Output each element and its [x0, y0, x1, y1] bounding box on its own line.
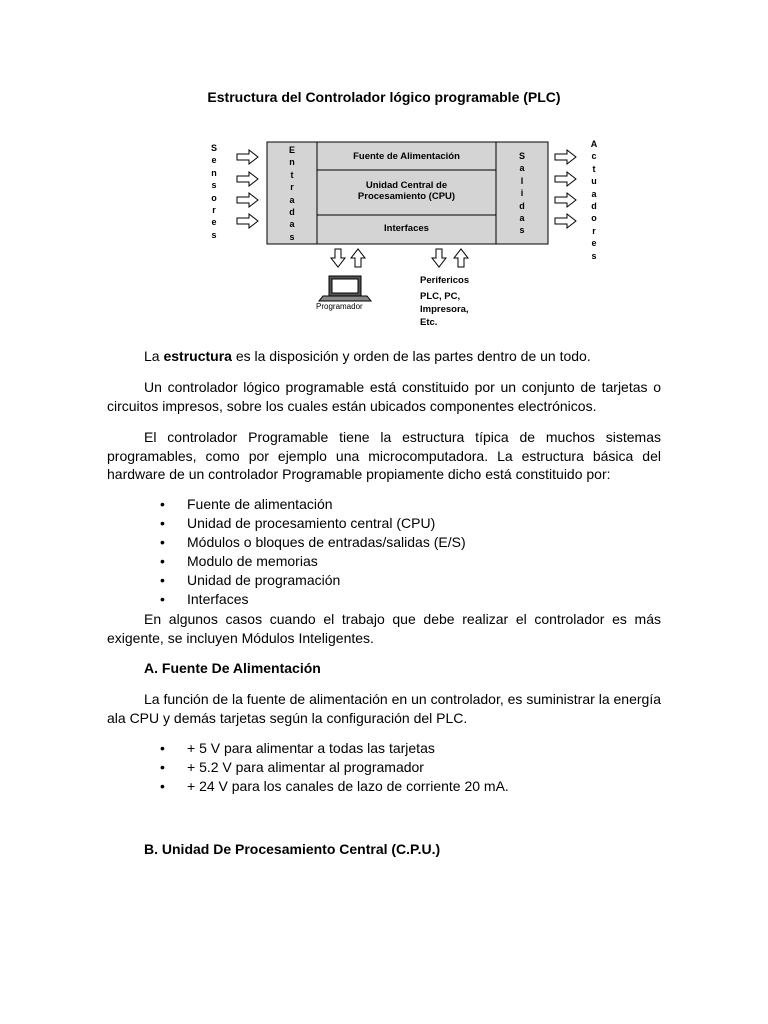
arrow-up-icon [351, 249, 365, 267]
output-arrows [555, 150, 576, 228]
sensores-label: S e n s o r e s [210, 143, 217, 240]
fuente-block: Fuente de Alimentación [353, 151, 460, 162]
arrow-right-icon [555, 172, 576, 186]
paragraph-estructura-tipica [107, 428, 661, 484]
paragraph-modulos-inteligentes [107, 610, 661, 647]
arrow-right-icon [555, 214, 576, 228]
arrow-up-icon [454, 249, 468, 267]
heading-cpu: B. Unidad De Procesamiento Central (C.P.U.) [144, 841, 441, 857]
programador-label: Programador [316, 302, 363, 311]
interfaces-block: Interfaces [384, 223, 429, 234]
list-item: • + 5.2 V para alimentar al programador [160, 758, 509, 777]
perifericos-item: Impresora, [420, 304, 469, 315]
text: El controlador Programable tiene la estructura típica de muchos sistemas programables, como por ejemplo una microcomputadora. La estructura básica del hardware de un controlador Programable propiamente dicho está constituido por: [107, 429, 661, 483]
list-item: • Fuente de alimentación [160, 495, 466, 514]
arrow-down-icon [432, 249, 446, 267]
laptop-icon [319, 276, 371, 301]
text: La función de la fuente de alimentación en un controlador, es suministrar la energía ala CPU y demás tarjetas según la configuración del PLC. [107, 691, 661, 726]
arrow-right-icon [555, 193, 576, 207]
paragraph-constitucion [107, 378, 661, 415]
bold-term: estructura [163, 348, 232, 364]
list-item: • + 24 V para los canales de lazo de corriente 20 mA. [160, 777, 509, 796]
perifericos-item: PLC, PC, [420, 291, 461, 302]
plc-structure-diagram [195, 138, 615, 328]
list-item: • + 5 V para alimentar a todas las tarjetas [160, 739, 509, 758]
text: En algunos casos cuando el trabajo que debe realizar el controlador es más exigente, se incluyen Módulos Inteligentes. [107, 611, 661, 646]
arrow-right-icon [237, 150, 258, 164]
heading-fuente: A. Fuente De Alimentación [144, 660, 321, 676]
text: Un controlador lógico programable está constituido por un conjunto de tarjetas o circuitos impresos, sobre los cuales están ubicados componentes electrónicos. [107, 379, 661, 414]
actuadores-label: A c t u a d o r e s [590, 139, 598, 261]
components-list [160, 495, 466, 609]
arrow-right-icon [237, 214, 258, 228]
cpu-block-line1: Unidad Central de [365, 180, 448, 191]
arrow-down-icon [331, 249, 345, 267]
text: es la disposición y orden de las partes dentro de un todo. [231, 348, 591, 364]
paragraph-estructura [107, 347, 661, 366]
text: La [144, 348, 164, 364]
list-item: • Modulo de memorias [160, 552, 466, 571]
paragraph-fuente [107, 690, 661, 727]
list-item: • Unidad de programación [160, 571, 466, 590]
page-title: Estructura del Controlador lógico programable (PLC) [207, 89, 561, 105]
perifericos-item: Etc. [420, 317, 438, 328]
cpu-block-line2: Procesamiento (CPU) [357, 191, 456, 202]
list-item: • Módulos o bloques de entradas/salidas (E/S) [160, 533, 466, 552]
salidas-label: S a l i d a s [518, 151, 525, 236]
arrow-right-icon [237, 193, 258, 207]
arrow-right-icon [555, 150, 576, 164]
voltage-list [160, 739, 509, 796]
input-arrows [237, 150, 258, 228]
list-item: • Unidad de procesamiento central (CPU) [160, 514, 466, 533]
perifericos-title: Perifericos [420, 275, 470, 286]
entradas-label: E n t r a d a s [288, 145, 295, 242]
arrow-right-icon [237, 172, 258, 186]
list-item: • Interfaces [160, 590, 466, 609]
